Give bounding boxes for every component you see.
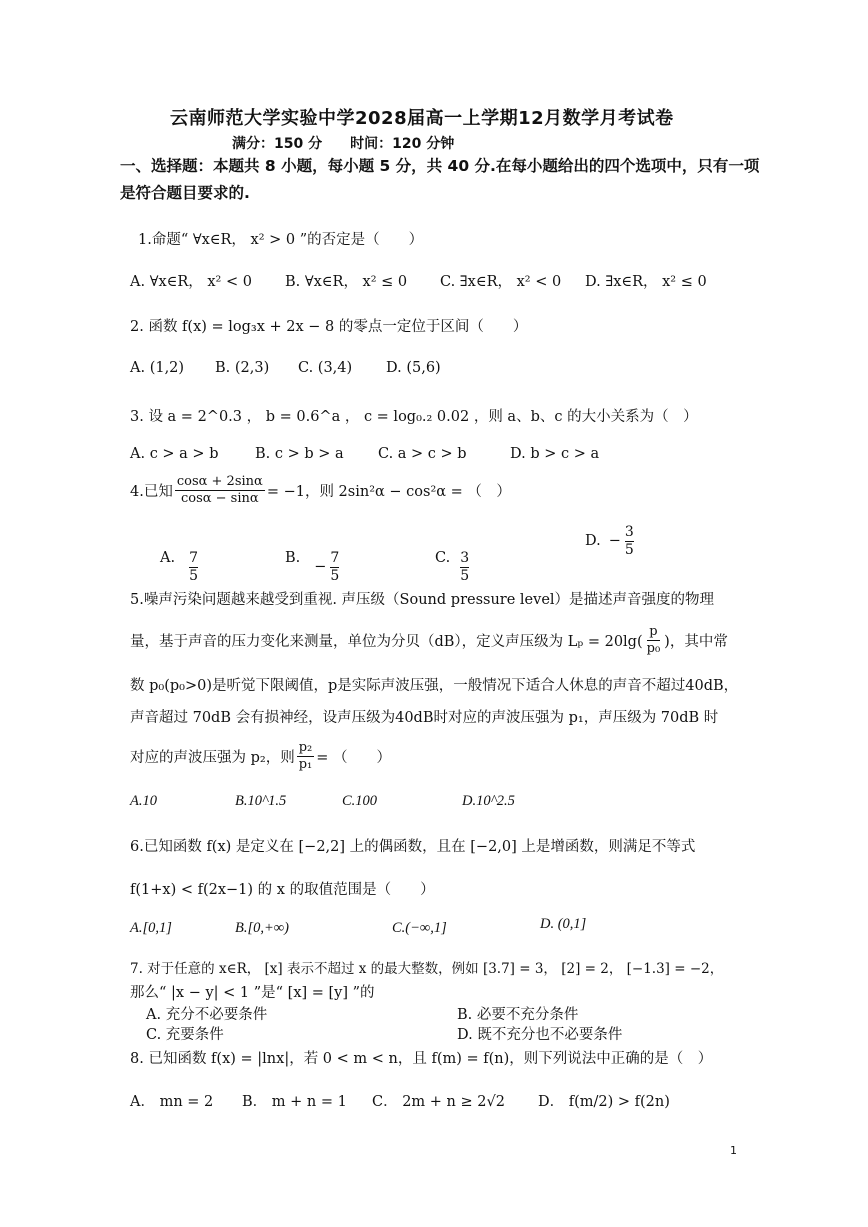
q4-option-b-num: 7	[330, 550, 340, 566]
q3-option-d: D. b > c > a	[510, 446, 600, 462]
q4-option-a	[160, 532, 198, 585]
q3-option-c: C. a > c > b	[378, 446, 467, 462]
q4-option-d-fraction	[625, 524, 634, 559]
section-heading-line2: 是符合题目要求的.	[120, 184, 250, 202]
q4-option-c-den: 5	[460, 567, 470, 584]
question-4-stem	[130, 474, 511, 508]
page-number: 1	[730, 1144, 737, 1157]
q4-option-d-sign: −	[608, 533, 621, 550]
q5-line-4: 声音超过 70dB 会有损神经，设声压级为40dB时对应的声波压强为 p₁，声压级为 70dB 时	[130, 710, 719, 726]
q5-line-2-text: 量，基于声音的压力变化来测量，单位为分贝（dB），定义声压级为 Lₚ = 20lg(	[130, 634, 643, 651]
q5-option-d: D.10^2.5	[462, 793, 515, 809]
q4-prefix: 4.已知	[130, 484, 173, 501]
q4-option-b-den: 5	[330, 567, 340, 584]
q6-option-d: D. (0,1]	[540, 916, 587, 932]
q4-option-b-fraction	[330, 550, 339, 585]
section-heading-line1: 一、选择题：本题共 8 小题，每小题 5 分，共 40 分.在每小题给出的四个选项中，只有一项	[120, 157, 760, 175]
q6-option-b: B.[0,+∞)	[235, 920, 289, 936]
q4-option-b	[285, 532, 339, 585]
q7-option-a: A. 充分不必要条件	[146, 1007, 268, 1023]
q6-line-2: f(1+x) < f(2x−1) 的 x 的取值范围是（ ）	[130, 882, 435, 898]
q4-option-b-sign: −	[314, 559, 327, 576]
q6-line-1: 6.已知函数 f(x) 是定义在 [−2,2] 上的偶函数，且在 [−2,0] 上是增函数，则满足不等式	[130, 839, 696, 855]
q5-line-5-fraction	[297, 740, 315, 774]
q5-line-2-num: p	[647, 624, 659, 641]
q5-line-2-fraction	[645, 624, 663, 658]
q5-line-2-tail: )，其中常	[664, 634, 728, 651]
q4-option-c-num: 3	[460, 550, 470, 566]
q4-option-d-label: D.	[585, 533, 601, 550]
q5-line-5-den: p₁	[298, 757, 313, 773]
q4-option-c	[435, 532, 469, 585]
q6-option-a: A.[0,1]	[130, 920, 172, 936]
q4-option-c-label: C.	[435, 550, 451, 567]
q4-fraction-denominator: cosα − sinα	[180, 491, 259, 507]
q4-option-a-label: A.	[160, 550, 176, 567]
q5-option-a: A.10	[130, 793, 157, 809]
q1-option-b: B. ∀x∈R， x² ≤ 0	[285, 274, 408, 290]
q4-option-d-den: 5	[624, 541, 634, 558]
question-2-stem: 2. 函数 f(x) = log₃x + 2x − 8 的零点一定位于区间（ ）	[130, 319, 528, 335]
q5-line-5-tail: = （ ）	[316, 750, 392, 767]
q8-option-a: A． mn = 2	[130, 1094, 214, 1110]
q7-option-c: C. 充要条件	[146, 1027, 224, 1043]
q2-option-d: D. (5,6)	[386, 360, 441, 376]
q4-option-a-den: 5	[189, 567, 199, 584]
q4-option-a-num: 7	[189, 550, 199, 566]
q4-option-d-num: 3	[624, 524, 634, 540]
q1-option-d: D. ∃x∈R， x² ≤ 0	[585, 274, 707, 290]
q4-fraction-numerator: cosα + 2sinα	[175, 474, 265, 491]
q6-option-c: C.(−∞,1]	[392, 920, 447, 936]
q7-option-b: B. 必要不充分条件	[457, 1007, 579, 1023]
q8-option-c: C． 2m + n ≥ 2√2	[372, 1094, 505, 1110]
q4-option-b-label: B.	[285, 550, 301, 567]
q2-option-a: A. (1,2)	[130, 360, 185, 376]
question-3-stem: 3. 设 a = 2^0.3 ， b = 0.6^a ， c = log₀.₂ 0.02 ，则 a、b、c 的大小关系为（ ）	[130, 409, 698, 425]
question-1-stem: 1.命题“ ∀x∈R， x² > 0 ”的否定是（ ）	[138, 232, 424, 248]
q5-line-3: 数 p₀(p₀>0)是听觉下限阈值，p是实际声波压强，一般情况下适合人休息的声音不超过40dB，	[130, 678, 739, 694]
q5-line-5-text: 对应的声波压强为 p₂，则	[130, 750, 295, 767]
q2-option-c: C. (3,4)	[298, 360, 353, 376]
q7-line-1: 7. 对于任意的 x∈R， [x] 表示不超过 x 的最大整数，例如 [3.7] = 3， [2] = 2， [−1.3] = −2，	[130, 961, 724, 977]
q5-option-c: C.100	[342, 793, 378, 809]
question-8-stem: 8. 已知函数 f(x) = |lnx|，若 0 < m < n，且 f(m) = f(n)，则下列说法中正确的是（ ）	[130, 1051, 713, 1067]
q7-line-2: 那么“ |x − y| < 1 ”是“ [x] = [y] ”的	[130, 985, 375, 1001]
q4-option-a-fraction	[189, 550, 198, 585]
q5-line-2	[130, 624, 728, 658]
q5-option-b: B.10^1.5	[235, 793, 287, 809]
exam-title: 云南师范大学实验中学2028届高一上学期12月数学月考试卷	[170, 108, 674, 129]
q2-option-b: B. (2,3)	[215, 360, 270, 376]
q4-option-c-fraction	[460, 550, 469, 585]
q4-fraction	[175, 474, 265, 508]
q5-line-5-num: p₂	[297, 740, 315, 757]
q3-option-b: B. c > b > a	[255, 446, 344, 462]
q1-option-c: C. ∃x∈R， x² < 0	[440, 274, 562, 290]
q7-option-d: D. 既不充分也不必要条件	[457, 1027, 623, 1043]
q8-option-d: D． f(m/2) > f(2n)	[538, 1094, 670, 1110]
q5-line-1: 5.噪声污染问题越来越受到重视. 声压级（Sound pressure level）是描述声音强度的物理	[130, 592, 715, 608]
q8-option-b: B． m + n = 1	[242, 1094, 347, 1110]
q3-option-a: A. c > a > b	[130, 446, 219, 462]
exam-meta: 满分：150 分 时间：120 分钟	[232, 136, 455, 152]
q5-line-5	[130, 740, 391, 774]
q4-option-d	[585, 524, 634, 559]
q5-line-2-den: p₀	[646, 641, 661, 657]
q4-suffix: = −1，则 2sin²α − cos²α = （ ）	[266, 484, 511, 501]
q1-option-a: A. ∀x∈R， x² < 0	[130, 274, 252, 290]
